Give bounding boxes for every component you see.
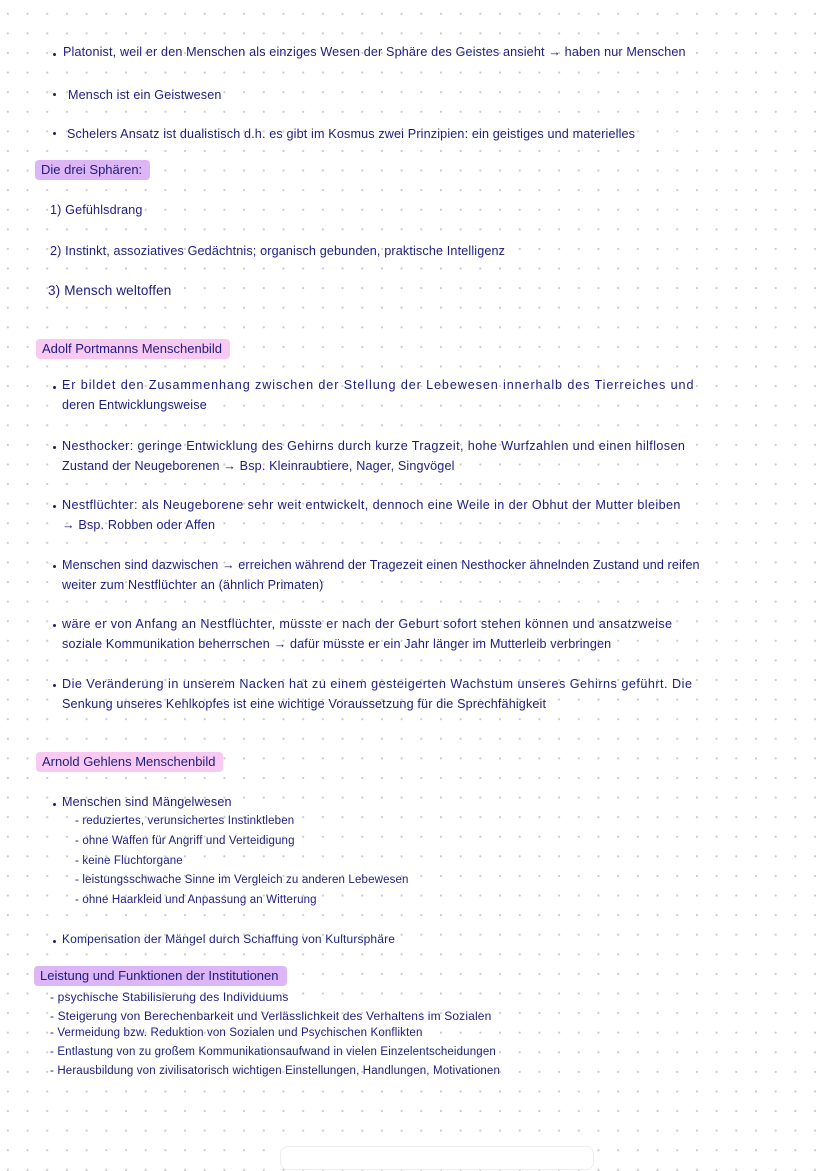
list-item: - Vermeidung bzw. Reduktion von Sozialen und Psychischen Konflikten xyxy=(50,1027,423,1039)
note-line: deren Entwicklungsweise xyxy=(62,398,207,412)
sub-item: - reduziertes, verunsichertes Instinktleben xyxy=(75,815,295,827)
list-item: - Steigerung von Berechenbarkeit und Verlässlichkeit des Verhaltens im Sozialen xyxy=(50,1009,492,1023)
bullet-dot xyxy=(53,940,56,943)
note-line: Nestflüchter: als Neugeborene sehr weit entwickelt, dennoch eine Weile in der Obhut der Mutter bleiben xyxy=(62,498,681,512)
note-line: Zustand der Neugeborenen → Bsp. Kleinraubtiere, Nager, Singvögel xyxy=(62,459,455,473)
bullet-dot xyxy=(53,53,56,56)
bullet-dot xyxy=(53,505,56,508)
page-footer-bar xyxy=(280,1146,594,1170)
bullet-dot xyxy=(53,93,56,96)
list-item: - Herausbildung von zivilisatorisch wichtigen Einstellungen, Handlungen, Motivationen xyxy=(50,1065,500,1077)
bullet-dot xyxy=(53,132,56,135)
note-line: Menschen sind dazwischen → erreichen während der Tragezeit einen Nesthocker ähnelnden Zustand und reifen xyxy=(62,558,700,572)
note-line: soziale Kommunikation beherrschen → dafür müsste er ein Jahr länger im Mutterleib verbringen xyxy=(62,637,612,651)
sub-item: - keine Fluchtorgane xyxy=(75,855,183,867)
note-line: Menschen sind Mängelwesen xyxy=(62,795,232,809)
bullet-dot xyxy=(53,624,56,627)
section-heading: Leistung und Funktionen der Institutionen xyxy=(34,966,287,986)
section-heading: Die drei Sphären: xyxy=(35,160,150,180)
note-line: Er bildet den Zusammenhang zwischen der Stellung der Lebewesen innerhalb des Tierreiches und xyxy=(62,378,695,392)
note-line: Die Veränderung in unserem Nacken hat zu einem gesteigerten Wachstum unseres Gehirns geführt. Die xyxy=(62,677,693,691)
sub-item: - ohne Haarkleid und Anpassung an Witterung xyxy=(75,894,317,906)
note-line: → Bsp. Robben oder Affen xyxy=(62,518,216,532)
note-line: Platonist, weil er den Menschen als einziges Wesen der Sphäre des Geistes ansieht → haben nur Menschen xyxy=(63,45,686,59)
sphere-item: 1) Gefühlsdrang xyxy=(50,203,143,217)
note-line: Mensch ist ein Geistwesen xyxy=(68,88,222,102)
section-heading: Adolf Portmanns Menschenbild xyxy=(36,339,230,359)
note-line: Nesthocker: geringe Entwicklung des Gehirns durch kurze Tragzeit, hohe Wurfzahlen und einen hilflosen xyxy=(62,439,686,453)
bullet-dot xyxy=(53,446,56,449)
list-item: - psychische Stabilisierung des Individuums xyxy=(50,990,289,1004)
bullet-dot xyxy=(53,803,56,806)
bullet-dot xyxy=(53,565,56,568)
note-line: weiter zum Nestflüchter an (ähnlich Primaten) xyxy=(62,578,324,592)
sphere-item: 2) Instinkt, assoziatives Gedächtnis; organisch gebunden, praktische Intelligenz xyxy=(50,244,506,258)
sphere-item: 3) Mensch weltoffen xyxy=(48,283,172,298)
list-item: - Entlastung von zu großem Kommunikationsaufwand in vielen Einzelentscheidungen xyxy=(50,1046,496,1058)
note-line: wäre er von Anfang an Nestflüchter, müsste er nach der Geburt sofort stehen können und ansatzweise xyxy=(62,617,673,631)
note-line: Kompensation der Mängel durch Schaffung von Kultursphäre xyxy=(62,932,396,946)
note-line: Schelers Ansatz ist dualistisch d.h. es gibt im Kosmus zwei Prinzipien: ein geistiges und materielles xyxy=(67,127,636,141)
bullet-dot xyxy=(53,684,56,687)
section-heading: Arnold Gehlens Menschenbild xyxy=(36,752,223,772)
sub-item: - ohne Waffen für Angriff und Verteidigung xyxy=(75,835,295,847)
bullet-dot xyxy=(53,386,56,389)
sub-item: - leistungsschwache Sinne im Vergleich zu anderen Lebewesen xyxy=(75,874,409,886)
note-line: Senkung unseres Kehlkopfes ist eine wichtige Voraussetzung für die Sprechfähigkeit xyxy=(62,697,547,711)
